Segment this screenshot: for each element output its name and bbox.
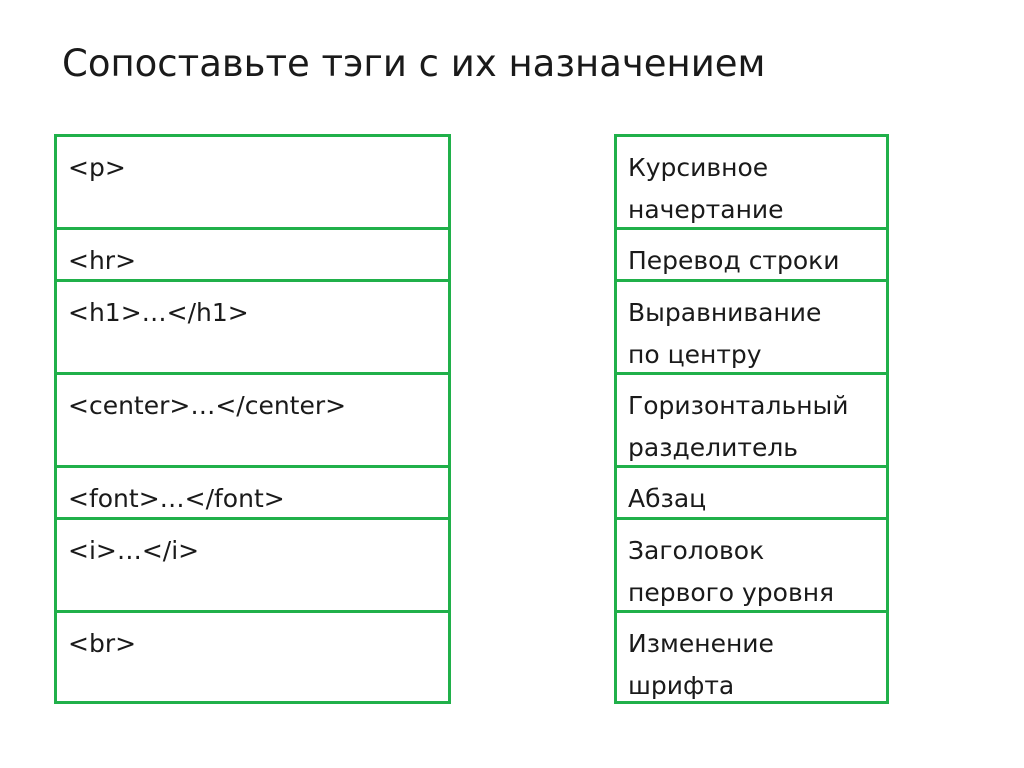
tag-cell-i[interactable]: <i>…</i> — [57, 517, 448, 610]
purpose-cell-font-change[interactable]: Изменение шрифта — [617, 610, 886, 705]
tag-cell-p[interactable]: <p> — [68, 153, 126, 182]
purpose-cell-line-break[interactable]: Перевод строки — [617, 227, 886, 279]
tag-cell-hr[interactable]: <hr> — [57, 227, 448, 279]
purpose-cell-horizontal-rule[interactable]: Горизонтальный разделитель — [617, 372, 886, 465]
purpose-cell-paragraph[interactable]: Абзац — [617, 465, 886, 517]
purpose-cell-center-align[interactable]: Выравнивание по центру — [617, 279, 886, 372]
tag-cell-font[interactable]: <font>…</font> — [57, 465, 448, 517]
tag-cell-h1[interactable]: <h1>…</h1> — [57, 279, 448, 372]
tag-cell-br[interactable]: <br> — [57, 610, 448, 705]
tag-cell-center[interactable]: <center>…</center> — [57, 372, 448, 465]
purposes-column — [614, 134, 889, 704]
purpose-cell-heading-1[interactable]: Заголовок первого уровня — [617, 517, 886, 610]
slide-title: Сопоставьте тэги с их назначением — [62, 42, 766, 85]
purpose-cell-italic[interactable]: Курсивное начертание — [628, 153, 784, 224]
tags-column — [54, 134, 451, 704]
